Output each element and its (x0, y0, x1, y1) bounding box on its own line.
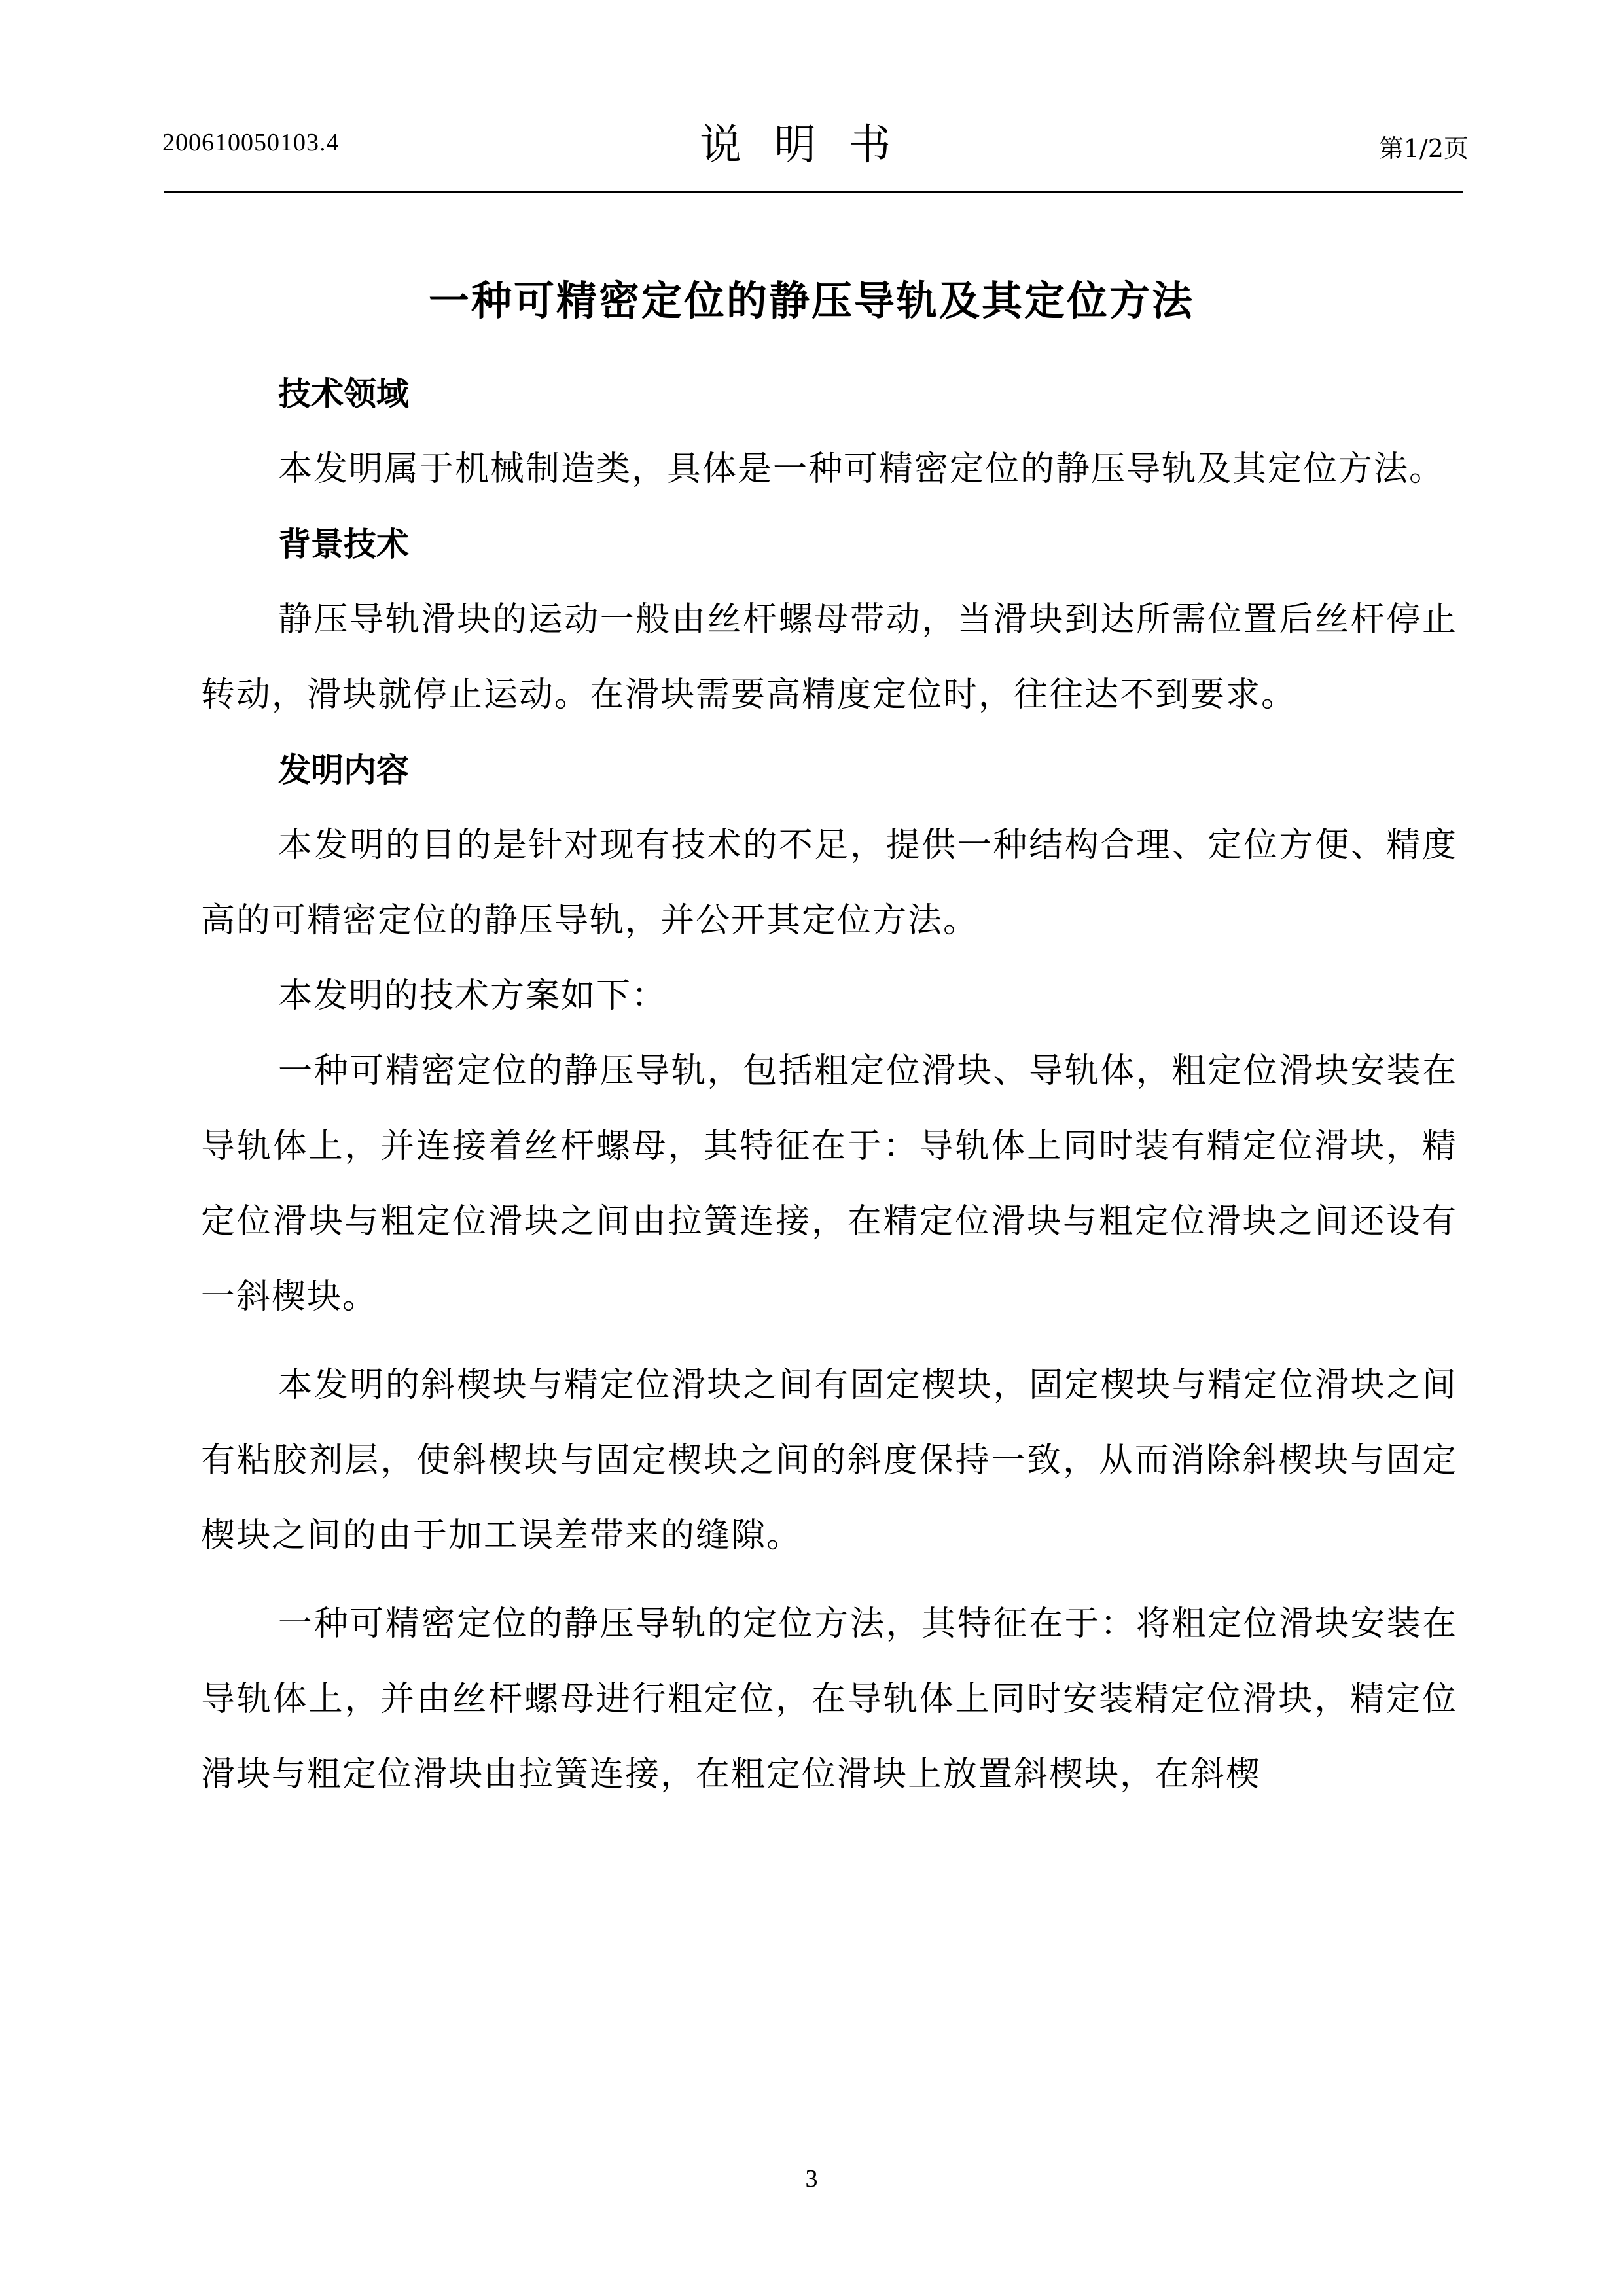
section-heading-background: 背景技术 (278, 525, 409, 563)
application-number: 200610050103.4 (162, 129, 340, 156)
document-title: 一种可精密定位的静压导轨及其定位方法 (428, 277, 1194, 325)
document-body (201, 357, 1457, 1812)
header-divider (164, 191, 1463, 193)
paragraph-guide-structure: 一种可精密定位的静压导轨，包括粗定位滑块、导轨体，粗定位滑块安装在导轨体上，并连接着丝杆螺母，其特征在于：导轨体上同时装有精定位滑块，精定位滑块与粗定位滑块之间由拉簧连接，在精定位滑块与粗定位滑块之间还设有一斜楔块。 (201, 1051, 1457, 1316)
section-heading-invention-content: 发明内容 (278, 751, 409, 789)
paragraph-scheme-intro: 本发明的技术方案如下： (278, 976, 668, 1016)
paragraph-purpose: 本发明的目的是针对现有技术的不足，提供一种结构合理、定位方便、精度高的可精密定位的静压导轨，并公开其定位方法。 (201, 826, 1457, 940)
page-label: 第1/2页 (1378, 134, 1469, 163)
page-header (0, 0, 1623, 196)
section-heading-technical-field: 技术领域 (278, 375, 409, 413)
paragraph-technical-field: 本发明属于机械制造类，具体是一种可精密定位的静压导轨及其定位方法。 (278, 450, 1445, 489)
paragraph-background: 静压导轨滑块的运动一般由丝杆螺母带动，当滑块到达所需位置后丝杆停止转动，滑块就停止运动。在滑块需要高精度定位时，往往达不到要求。 (201, 600, 1457, 715)
document-type: 说明书 (700, 121, 923, 169)
paragraph-wedge: 本发明的斜楔块与精定位滑块之间有固定楔块，固定楔块与精定位滑块之间有粘胶剂层，使斜楔块与固定楔块之间的斜度保持一致，从而消除斜楔块与固定楔块之间的由于加工误差带来的缝隙。 (201, 1366, 1457, 1555)
paragraph-positioning-method: 一种可精密定位的静压导轨的定位方法，其特征在于：将粗定位滑块安装在导轨体上，并由丝杆螺母进行粗定位，在导轨体上同时安装精定位滑块，精定位滑块与粗定位滑块由拉簧连接，在粗定位滑块上放置斜楔块，在斜楔 (201, 1604, 1457, 1794)
page-number: 3 (805, 2165, 818, 2193)
